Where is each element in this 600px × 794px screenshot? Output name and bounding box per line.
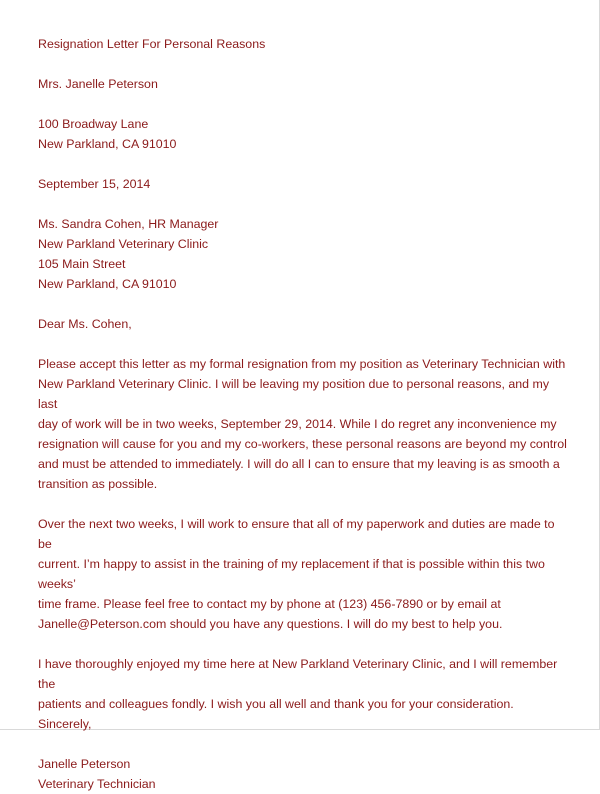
- signature-title: Veterinary Technician: [38, 777, 156, 791]
- recipient-company: New Parkland Veterinary Clinic: [38, 237, 209, 251]
- paragraph-line: transition as possible.: [38, 477, 158, 491]
- paragraph-line: time frame. Please feel free to contact my by phone at (123) 456-7890 or by email at: [38, 597, 501, 611]
- sender-address-line1: 100 Broadway Lane: [38, 117, 149, 131]
- paragraph-line: New Parkland Veterinary Clinic. I will be leaving my position due to personal reasons, and my last: [38, 377, 550, 411]
- signature-name: Janelle Peterson: [38, 757, 131, 771]
- salutation: Dear Ms. Cohen,: [38, 317, 132, 331]
- paragraph-line: I have thoroughly enjoyed my time here at New Parkland Veterinary Clinic, and I will remember the: [38, 657, 558, 691]
- sender-name: Mrs. Janelle Peterson: [38, 77, 158, 91]
- letter-content: [38, 34, 568, 794]
- paragraph-line: and must be attended to immediately. I will do all I can to ensure that my leaving is as smooth a: [38, 457, 560, 471]
- recipient-street: 105 Main Street: [38, 257, 126, 271]
- body-paragraph-1: [38, 354, 568, 494]
- paragraph-line: patients and colleagues fondly. I wish you all well and thank you for your consideration.: [38, 697, 514, 711]
- closing: Sincerely,: [38, 717, 92, 731]
- recipient-name: Ms. Sandra Cohen, HR Manager: [38, 217, 219, 231]
- letter-date: September 15, 2014: [38, 177, 151, 191]
- body-paragraph-3: [38, 654, 568, 714]
- paragraph-line: resignation will cause for you and my co-workers, these personal reasons are beyond my control: [38, 437, 567, 451]
- paragraph-line: day of work will be in two weeks, September 29, 2014. While I do regret any inconvenience my: [38, 417, 557, 431]
- paragraph-line: Please accept this letter as my formal resignation from my position as Veterinary Technician with: [38, 357, 566, 371]
- letter-title: Resignation Letter For Personal Reasons: [38, 37, 266, 51]
- sender-address-line2: New Parkland, CA 91010: [38, 137, 177, 151]
- body-paragraph-2: [38, 514, 568, 634]
- paragraph-line: Over the next two weeks, I will work to ensure that all of my paperwork and duties are made to be: [38, 517, 555, 551]
- paragraph-line: Janelle@Peterson.com should you have any questions. I will do my best to help you.: [38, 617, 503, 631]
- recipient-city: New Parkland, CA 91010: [38, 277, 177, 291]
- paragraph-line: current. I’m happy to assist in the training of my replacement if that is possible within this two weeks’: [38, 557, 545, 591]
